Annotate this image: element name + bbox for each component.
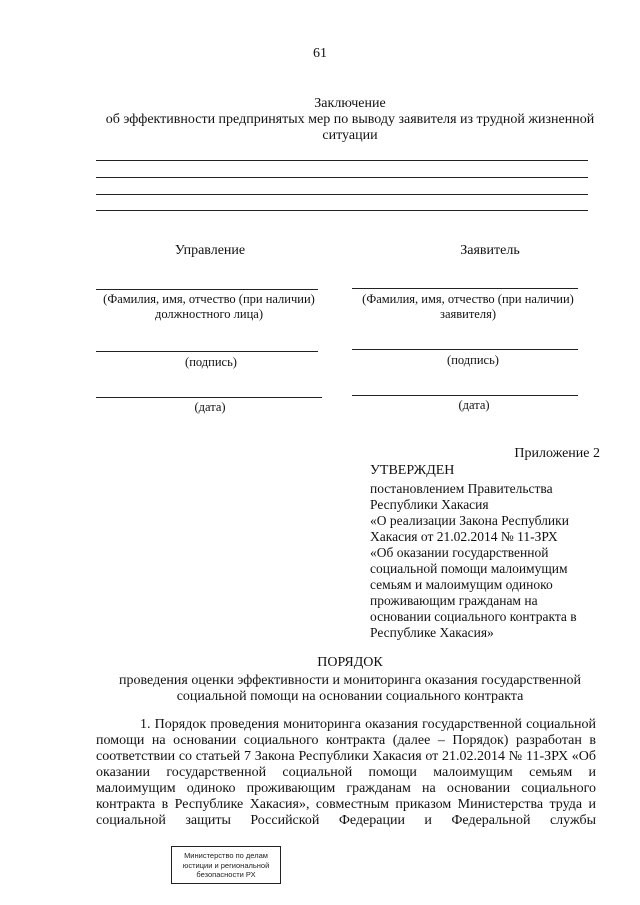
appendix-line: социальной помощи малоимущим [370, 561, 568, 576]
stamp-line1: Министерство по делам [184, 851, 268, 860]
right-date-line [352, 395, 578, 396]
blank-line [96, 160, 588, 161]
stamp-line3: безопасности РХ [196, 870, 256, 879]
conclusion-subtitle-line2: ситуации [322, 128, 378, 143]
appendix-line: основании социального контракта в [370, 609, 577, 624]
right-heading: Заявитель [460, 243, 520, 258]
appendix-line: семьям и малоимущим одиноко [370, 577, 553, 592]
appendix-line: проживающим гражданам на [370, 593, 538, 608]
left-date-caption: (дата) [194, 400, 226, 414]
conclusion-subtitle-line1: об эффективности предпринятых мер по выводу заявителя из трудной жизненной [105, 112, 595, 127]
blank-line [96, 177, 588, 178]
procedure-paragraph-line: соответствии со статьей 7 Закона Республики Хакасия от 21.02.2014 № 11-ЗРХ «Об [96, 749, 596, 764]
procedure-subtitle-line1: проведения оценки эффективности и мониторинга оказания государственной [119, 673, 581, 688]
appendix-line: Хакасия от 21.02.2014 № 11-ЗРХ [370, 529, 558, 544]
appendix-label: Приложение 2 [514, 446, 600, 461]
registration-stamp [171, 846, 281, 884]
right-name-line [352, 288, 578, 289]
left-name-caption-line2: должностного лица) [154, 307, 264, 321]
blank-line [96, 194, 588, 195]
appendix-line: постановлением Правительства [370, 481, 553, 496]
appendix-line: Республике Хакасия» [370, 625, 494, 640]
procedure-paragraph-line: контракта в Республике Хакасия», совместным приказом Министерства труда и [96, 797, 596, 812]
procedure-subtitle-line2: социальной помощи на основании социального контракта [176, 689, 524, 704]
stamp-line2: юстиции и региональной [182, 860, 270, 870]
left-date-line [96, 397, 322, 398]
left-name-caption-line1: (Фамилия, имя, отчество (при наличии) [103, 292, 315, 306]
left-signature-line [96, 351, 318, 352]
conclusion-title: Заключение [314, 96, 386, 111]
procedure-paragraph-line: социальной защиты Российской Федерации и Федеральной службы [96, 813, 596, 828]
procedure-paragraph-line: 1. Порядок проведения мониторинга оказания государственной социальной [140, 717, 596, 732]
right-date-caption: (дата) [458, 398, 490, 412]
procedure-paragraph-line: малоимущим одиноко проживающим гражданам на основании социального [96, 781, 596, 796]
right-name-caption-line1: (Фамилия, имя, отчество (при наличии) [362, 292, 574, 306]
appendix-approved: УТВЕРЖДЕН [370, 463, 455, 478]
appendix-line: «Об оказании государственной [370, 545, 549, 560]
procedure-paragraph-line: помощи на основании социального контракта (далее – Порядок) разработан в [96, 733, 596, 748]
procedure-title: ПОРЯДОК [317, 655, 383, 670]
right-signature-line [352, 349, 578, 350]
blank-line [96, 210, 588, 211]
left-signature-caption: (подпись) [185, 355, 237, 369]
page-number: 61 [313, 46, 327, 61]
appendix-line: Республики Хакасия [370, 497, 489, 512]
left-heading: Управление [174, 243, 246, 258]
procedure-paragraph-line: оказании государственной социальной помощи малоимущим семьям и [96, 765, 596, 780]
appendix-line: «О реализации Закона Республики [370, 513, 569, 528]
right-name-caption-line2: заявителя) [440, 307, 496, 321]
right-signature-caption: (подпись) [447, 353, 499, 367]
left-name-line [96, 289, 318, 290]
